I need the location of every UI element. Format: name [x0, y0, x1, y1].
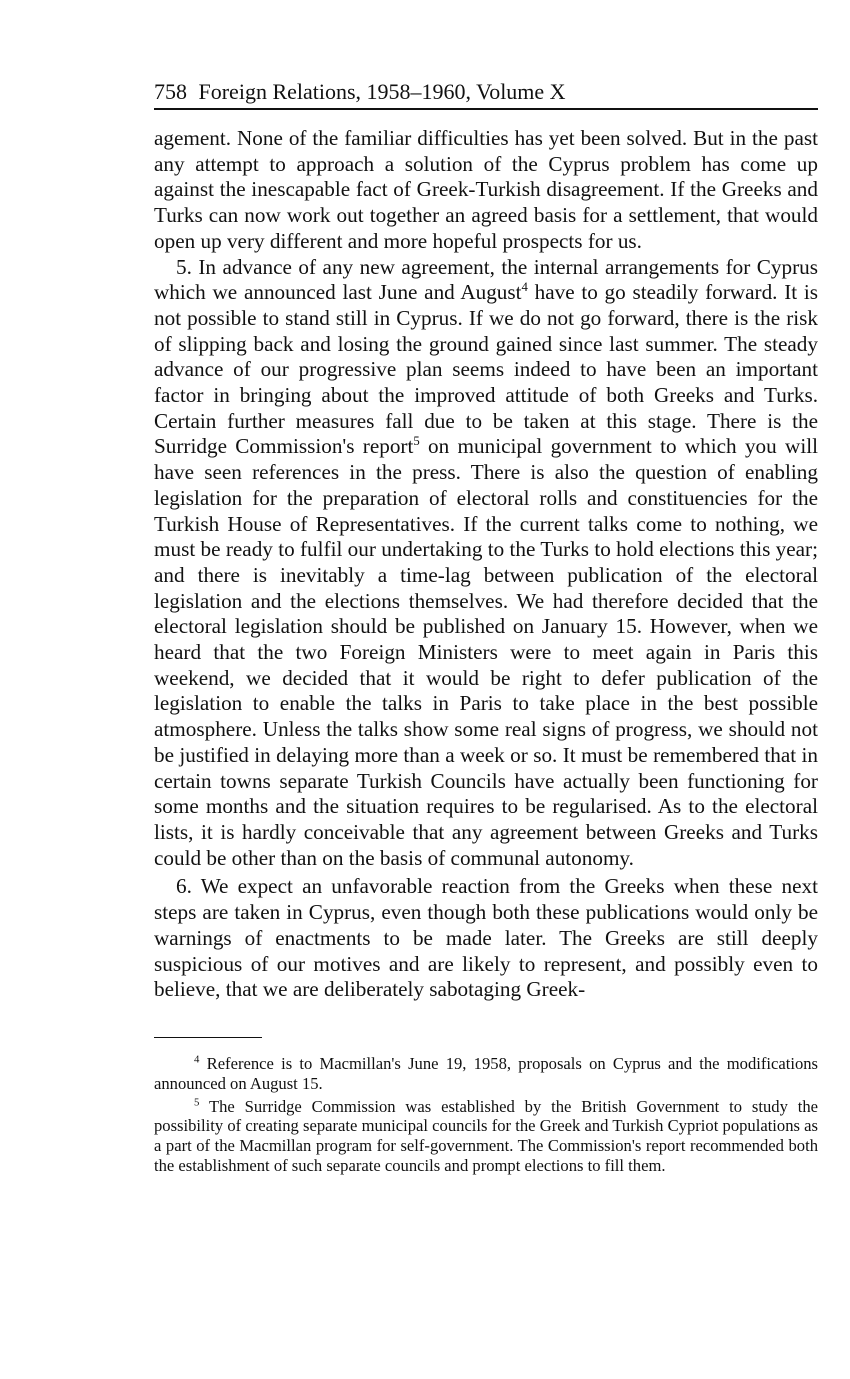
paragraph-5-part-c: on municipal government to which you will have seen references in the press. There is also the question of enabling legislation for the preparation of electoral rolls and constituencies for the Turkish House of Representatives. If the current talks come to nothing, we must be ready to fulfil our undertaking to the Turks to hold elections this year; and there is inevitably a time-lag between publication of the electoral legislation and the elections themselves. We had therefore decided that the electoral legislation should be published on January 15. However, when we heard that the two Foreign Ministers were to meet again in Paris this weekend, we decided that it would be right to defer publication of the legislation to enable the talks in Paris to take place in the best possible atmosphere. Unless the talks show some real signs of progress, we should not be justified in delaying more than a week or so. It must be remembered that in certain towns separate Turkish Councils have actually been functioning for some months and the situation requires to be regularised. As to the electoral lists, it is hardly conceivable that any agreement between Greeks and Turks could be other than on the basis of communal autonomy.: [154, 434, 818, 870]
paragraph-6: 6. We expect an unfavorable reaction from the Greeks when these next steps are taken in Cyprus, even though both these publications would only be warnings of enactments to be made later. The Greeks are still deeply suspicious of our motives and are likely to represent, and possibly even to believe, that we are deliberately sabotaging Greek-: [154, 874, 818, 1002]
footnotes: [154, 1054, 818, 1176]
page-number: 758: [154, 79, 187, 104]
paragraph-5-part-a: 5. In advance of any new agreement, the internal arrangements for Cyprus which we announced last June and August: [154, 254, 818, 305]
footnote-5-text: The Surridge Commission was established by the British Government to study the possibility of creating separate municipal councils for the Greek and Turkish Cypriot populations as a part of the Macmillan program for self-government. The Commission's report recommended both the establishment of such separate councils and prompt elections to fill them.: [154, 1096, 818, 1175]
footnote-4-marker: 4: [194, 1053, 200, 1066]
volume-title: Foreign Relations, 1958–1960, Volume X: [198, 79, 566, 104]
footnote-ref-5[interactable]: 5: [413, 434, 420, 449]
footnote-4-text: Reference is to Macmillan's June 19, 1958, proposals on Cyprus and the modifications announced on August 15.: [154, 1053, 818, 1093]
footnote-5: [154, 1097, 818, 1176]
running-head: [154, 78, 818, 110]
footnote-4: [154, 1054, 818, 1094]
paragraph-5: [154, 255, 818, 872]
footnote-ref-4[interactable]: 4: [521, 280, 528, 295]
footnote-divider: [154, 1037, 262, 1038]
paragraph-continued: agement. None of the familiar difficulties has yet been solved. But in the past any attempt to approach a solution of the Cyprus problem has come up against the inescapable fact of Greek-Turkish disagreement. If the Greeks and Turks can now work out together an agreed basis for a settlement, that would open up very different and more hopeful prospects for us.: [154, 126, 818, 253]
document-page: [154, 78, 818, 1179]
paragraph-5-part-b: have to go steadily forward. It is not possible to stand still in Cyprus. If we do not go forward, there is the risk of slipping back and losing the ground gained since last summer. The steady advance of our progressive plan seems indeed to have been an important factor in bringing about the improved attitude of both Greeks and Turks. Certain further measures fall due to be taken at this stage. There is the Surridge Commission's report: [154, 280, 818, 459]
body-text: [154, 126, 818, 1003]
footnote-5-marker: 5: [194, 1095, 200, 1108]
